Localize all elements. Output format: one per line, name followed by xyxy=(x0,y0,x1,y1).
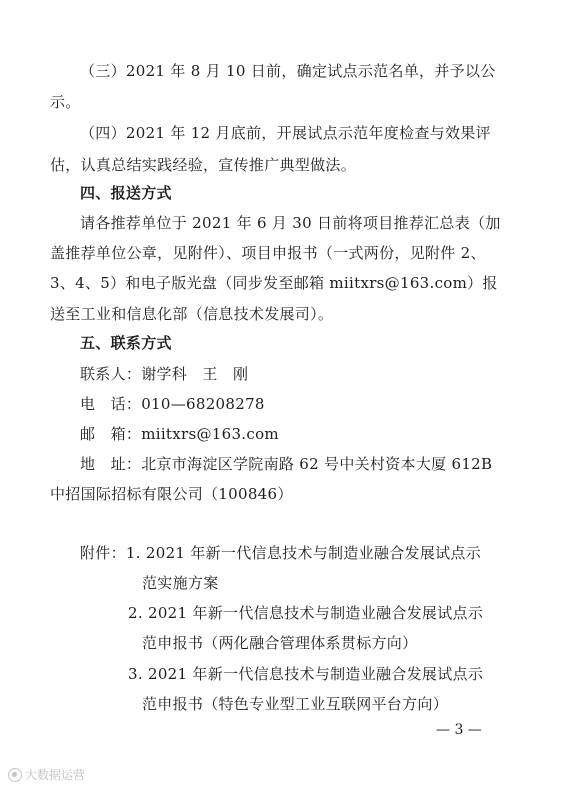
attachment-3-line-1: 3. 2021 年新一代信息技术与制造业融合发展试点示 xyxy=(128,665,484,683)
section-4-line-1: 请各推荐单位于 2021 年 6 月 30 日前将项目推荐汇总表（加 xyxy=(80,214,501,232)
attachment-1-line-2: 范实施方案 xyxy=(142,574,219,592)
section-4-line-3: 3、4、5）和电子版光盘（同步发至邮箱 miitxrs@163.com）报 xyxy=(50,274,498,292)
section-4-line-4: 送至工业和信息化部（信息技术发展司）。 xyxy=(50,305,334,323)
contact-phone: 电 话：010—68208278 xyxy=(80,395,265,413)
paragraph-3-line-1: （三）2021 年 8 月 10 日前，确定试点示范名单，并予以公 xyxy=(80,62,496,80)
section-5-heading: 五、联系方式 xyxy=(80,334,172,352)
watermark-logo-icon xyxy=(8,768,22,782)
paragraph-4-line-2: 估，认真总结实践经验，宣传推广典型做法。 xyxy=(50,156,357,174)
contact-address-line-1: 地 址：北京市海淀区学院南路 62 号中关村资本大厦 612B xyxy=(80,455,493,473)
watermark xyxy=(8,766,85,783)
paragraph-3-line-2: 示。 xyxy=(50,93,81,111)
attachment-2-line-1: 2. 2021 年新一代信息技术与制造业融合发展试点示 xyxy=(128,604,484,622)
page-number: — 3 — xyxy=(436,722,482,738)
section-4-line-2: 盖推荐单位公章，见附件）、项目申报书（一式两份，见附件 2、 xyxy=(50,244,486,262)
attachment-1-line-1: 附件：1. 2021 年新一代信息技术与制造业融合发展试点示 xyxy=(80,544,482,562)
section-4-heading: 四、报送方式 xyxy=(80,184,172,202)
attachment-2-line-2: 范申报书（两化融合管理体系贯标方向） xyxy=(142,634,418,652)
paragraph-4-line-1: （四）2021 年 12 月底前，开展试点示范年度检查与效果评 xyxy=(80,124,491,142)
contact-person: 联系人：谢学科 王 刚 xyxy=(80,365,249,383)
watermark-text: 大数据运营 xyxy=(25,768,86,782)
attachment-3-line-2: 范申报书（特色专业型工业互联网平台方向） xyxy=(142,695,449,713)
contact-email: 邮 箱：miitxrs@163.com xyxy=(80,425,279,443)
contact-address-line-2: 中招国际招标有限公司（100846） xyxy=(50,485,293,503)
